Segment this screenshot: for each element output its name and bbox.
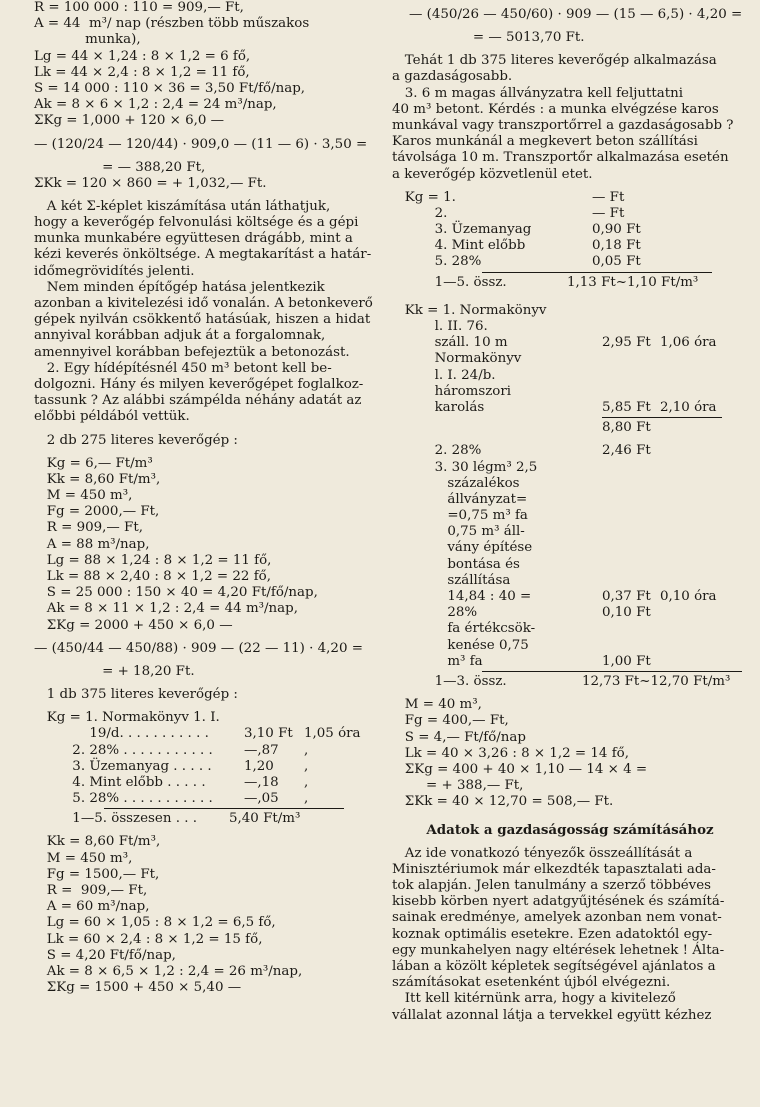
table-row — [392, 460, 748, 476]
row-label: 4. Mint előbb — [392, 238, 526, 254]
row-label: 4. Mint előbb . . . . . — [34, 774, 206, 790]
paragraph-line: a gazdaságosabb. — [392, 69, 513, 85]
spacer — [392, 46, 748, 53]
sum-rule — [482, 671, 742, 672]
formula-line: Kg = 6,— Ft/m³ — [34, 455, 153, 471]
paragraph-line: Karos munkánál a megkevert beton szállítási — [392, 134, 698, 150]
formula-line: = + 388,— Ft, — [392, 778, 524, 794]
row-value: 2,10 óra — [660, 399, 717, 415]
row-label: Kg = 1. Normakönyv 1. I. — [34, 710, 220, 726]
row-value: 2,46 Ft — [602, 443, 651, 459]
row-value: 0,90 Ft — [592, 222, 641, 238]
table-row — [392, 190, 748, 206]
row-value: 3,10 Ft — [244, 726, 293, 742]
row-label: 0,75 m³ áll- — [392, 524, 525, 540]
paragraph-line: egy munkahelyen nagy eltérések lehetnek ! Álta- — [392, 942, 725, 958]
row-value: 5,85 Ft — [602, 399, 651, 415]
paragraph-line: amennyivel korábban befejeztük a betonozást. — [34, 344, 350, 360]
sum-rule — [602, 417, 722, 418]
formula-line: M = 40 m³, — [392, 697, 482, 713]
formula-line: Lk = 40 × 3,26 : 8 × 1,2 = 14 fő, — [392, 745, 629, 761]
section-title: 2 db 275 literes keverőgép : — [34, 432, 238, 448]
row-label: Kg = 1. — [392, 189, 456, 205]
paragraph-line: sainak eredménye, amelyek azonban nem vonat- — [392, 910, 722, 926]
paragraph-line: lában a közölt képletek segítségével ajánlatos a — [392, 958, 716, 974]
formula-line: S = 4,20 Ft/fő/nap, — [34, 947, 176, 963]
total-row — [34, 811, 378, 827]
row-value: 0,37 Ft — [602, 589, 651, 604]
row-value: 1,06 óra — [660, 335, 717, 351]
table-row — [392, 206, 748, 222]
formula-line: ΣKk = 120 × 860 = + 1,032,— Ft. — [34, 175, 267, 191]
row-label: 28% — [392, 605, 478, 621]
row-label: 1—5. összesen . . . — [34, 811, 197, 827]
paragraph-line: munka munkabére együttesen drágább, mint a — [34, 231, 353, 247]
formula-line: Ak = 8 × 11 × 1,2 : 2,4 = 44 m³/nap, — [34, 601, 298, 617]
row-label: 2. 28% — [392, 443, 482, 459]
paragraph-line: munkával vagy transzportőrrel a gazdaságosabb ? — [392, 117, 734, 133]
paragraph-line: tassunk ? Az alábbi számpélda néhány adatát az — [34, 393, 362, 409]
row-label: Kk = 1. Normakönyv — [392, 302, 547, 318]
row-value: 0,10 Ft — [602, 605, 651, 621]
row-value: 1,20 — [244, 758, 274, 774]
formula-line: Lg = 60 × 1,05 : 8 × 1,2 = 6,5 fő, — [34, 915, 276, 931]
row-value: —,05 — [244, 791, 279, 807]
paragraph-line: vállalat azonnal látja a tervekkel együtt kézhez — [392, 1007, 712, 1023]
paragraph-line: azonban a kivitelezési idő vonalán. A betonkeverő — [34, 296, 373, 311]
row-value: 8,80 Ft — [602, 420, 651, 436]
table-row — [392, 605, 748, 621]
row-value: — Ft — [592, 205, 625, 221]
row-label: 2. 28% . . . . . . . . . . . — [34, 742, 213, 758]
row-label: 19/d. . . . . . . . . . . — [34, 726, 209, 742]
table-row — [392, 621, 748, 637]
formula-line: A = 44 m³/ nap (részben több műszakos — [34, 16, 310, 32]
table-row — [392, 443, 748, 459]
row-label: =0,75 m³ fa — [392, 508, 528, 524]
row-label: 14,84 : 40 = — [392, 589, 532, 604]
table-row — [392, 524, 748, 540]
spacer — [392, 436, 748, 443]
spacer — [34, 827, 378, 834]
row-label: száll. 10 m — [392, 335, 508, 351]
formula-line: Lg = 88 × 1,24 : 8 × 1,2 = 11 fő, — [34, 552, 272, 568]
formula-line: Kk = 8,60 Ft/m³, — [34, 834, 161, 850]
table-row — [392, 638, 748, 654]
row-value: 2,95 Ft — [602, 335, 651, 351]
table-row — [392, 508, 748, 524]
total-row — [392, 275, 748, 291]
paragraph-line: A két Σ-képlet kiszámítása után láthatjuk, — [34, 198, 331, 214]
table-row — [392, 589, 748, 605]
formula-line: Ak = 8 × 6 × 1,2 : 2,4 = 24 m³/nap, — [34, 97, 277, 113]
formula-line: A = 60 m³/nap, — [34, 899, 150, 915]
formula-line: Kk = 8,60 Ft/m³, — [34, 471, 161, 487]
paragraph-line: Tehát 1 db 375 literes keverőgép alkalmazása — [392, 53, 717, 69]
paragraph-line: hogy a keverőgép felvonulási költsége és a gépi — [34, 215, 359, 231]
table-row — [392, 254, 748, 270]
formula-line: M = 450 m³, — [34, 488, 133, 504]
row-value: 5,40 Ft/m³ — [229, 811, 301, 827]
formula-line: ΣKg = 2000 + 450 × 6,0 — — [34, 617, 233, 633]
spacer — [392, 839, 748, 846]
paragraph-line: kisebb körben nyert adatgyűjtésének és számítá- — [392, 894, 725, 910]
row-label: 5. 28% — [392, 254, 482, 270]
table-row — [392, 557, 748, 573]
table-row — [34, 710, 378, 726]
paragraph-line: annyival korábban adjuk át a forgalomnak, — [34, 328, 326, 344]
total-row — [392, 674, 748, 690]
row-value: —,87 — [244, 742, 279, 758]
row-label: Normakönyv — [392, 351, 522, 367]
row-value: 12,73 Ft~12,70 Ft/m³ — [582, 673, 731, 689]
formula-line: — (450/26 — 450/60) · 909 — (15 — 6,5) · 4,20 = — [392, 7, 743, 22]
table-row — [34, 791, 378, 807]
spacer — [392, 690, 748, 697]
row-value: 1—3. össz. — [392, 673, 507, 689]
table-row — [392, 654, 748, 670]
formula-line: R = 909,— Ft, — [34, 883, 148, 898]
table-row — [392, 303, 748, 319]
row-label: kenése 0,75 — [392, 637, 529, 653]
formula-line: = + 18,20 Ft. — [34, 663, 195, 679]
paragraph-line: Minisztériumok már elkezdték tapasztalati ada- — [392, 861, 716, 877]
table-row — [392, 476, 748, 492]
formula-line: A = 88 m³/nap, — [34, 536, 150, 552]
row-value: , — [304, 758, 309, 774]
formula-line: R = 909,— Ft, — [34, 520, 143, 536]
row-label: l. II. 76. — [392, 319, 488, 334]
paragraph-line: tok alapján. Jelen tanulmány a szerző többéves — [392, 878, 712, 893]
table-row — [392, 238, 748, 254]
table-row — [392, 384, 748, 400]
row-label: karolás — [392, 399, 485, 415]
row-label: bontása és — [392, 556, 520, 572]
formula-line: ΣKg = 1500 + 450 × 5,40 — — [34, 980, 242, 996]
section-title: 1 db 375 literes keverőgép : — [34, 686, 238, 702]
table-row — [34, 743, 378, 759]
table-row — [392, 540, 748, 556]
row-label: állványzat= — [392, 491, 528, 507]
spacer — [34, 680, 378, 687]
row-label: vány építése — [392, 540, 533, 556]
formula-line: Fg = 2000,— Ft, — [34, 504, 160, 520]
formula-line: M = 450 m³, — [34, 850, 133, 866]
table-row — [34, 759, 378, 775]
row-value: , — [304, 791, 309, 807]
row-label: 5. 28% . . . . . . . . . . . — [34, 791, 213, 807]
table-row — [392, 492, 748, 508]
formula-line: ΣKk = 40 × 12,70 = 508,— Ft. — [392, 794, 614, 810]
table-row — [392, 368, 748, 384]
table-row — [392, 222, 748, 238]
formula-line: Lk = 88 × 2,40 : 8 × 1,2 = 22 fő, — [34, 569, 271, 584]
table-row — [34, 775, 378, 791]
sum-rule — [482, 272, 712, 273]
spacer — [392, 291, 748, 303]
row-value: 1,13 Ft~1,10 Ft/m³ — [567, 274, 699, 290]
table-row — [34, 726, 378, 742]
table-row — [392, 573, 748, 589]
formula-line: = — 388,20 Ft, — [34, 159, 206, 175]
formula-line: Fg = 1500,— Ft, — [34, 866, 160, 882]
paragraph-line: Nem minden építőgép hatása jelentkezik — [34, 279, 325, 295]
paragraph-line: dolgozni. Hány és milyen keverőgépet foglalkoz- — [34, 376, 364, 392]
formula-line: Lg = 44 × 1,24 : 8 × 1,2 = 6 fő, — [34, 48, 251, 64]
paragraph-line: a keverőgép közvetlenül etet. — [392, 166, 593, 182]
row-label: 3. Üzemanyag . . . . . — [34, 758, 212, 774]
formula-line: Fg = 400,— Ft, — [392, 713, 509, 729]
formula-line: = — 5013,70 Ft. — [392, 30, 585, 45]
formula-line: S = 25 000 : 150 × 40 = 4,20 Ft/fő/nap, — [34, 585, 318, 601]
spacer — [34, 426, 378, 433]
table-row — [392, 319, 748, 335]
right-column — [392, 0, 748, 1024]
formula-line: Ak = 8 × 6,5 × 1,2 : 2,4 = 26 m³/nap, — [34, 963, 303, 979]
formula-line: — (120/24 — 120/44) · 909,0 — (11 — 6) · 3,50 = — [34, 136, 368, 152]
row-value: — Ft — [592, 189, 625, 205]
spacer — [392, 810, 748, 822]
row-label: 3. 30 légm³ 2,5 — [392, 459, 538, 475]
row-label: szállítása — [392, 572, 511, 588]
table-row — [392, 335, 748, 351]
formula-line: — (450/44 — 450/88) · 909 — (22 — 11) · 4,20 = — [34, 640, 363, 656]
row-label: m³ fa — [392, 653, 483, 669]
paragraph-line: Itt kell kitérnünk arra, hogy a kivitelező — [392, 991, 676, 1007]
paragraph-line: előbbi példából vettük. — [34, 409, 190, 425]
row-label: 3. Üzemanyag — [392, 222, 532, 238]
paragraph-line: számításokat esetenként újból elvégezni. — [392, 975, 671, 991]
sum-rule — [104, 808, 344, 809]
row-value: —,18 — [244, 774, 279, 790]
paragraph-line: kézi keverés önköltsége. A megtakarítást a határ- — [34, 247, 372, 263]
row-value: , — [304, 742, 309, 758]
formula-line: S = 4,— Ft/fő/nap — [392, 729, 526, 745]
row-value: 1,00 Ft — [602, 653, 651, 669]
row-label: háromszori — [392, 383, 512, 399]
paragraph-line: Az ide vonatkozó tényezők összeállítását a — [392, 845, 693, 861]
formula-line: munka), — [34, 32, 141, 48]
formula-line: Lk = 60 × 2,4 : 8 × 1,2 = 15 fő, — [34, 931, 263, 947]
spacer — [392, 183, 748, 190]
row-value: 0,10 óra — [660, 589, 717, 604]
formula-line: Lk = 44 × 2,4 : 8 × 1,2 = 11 fő, — [34, 64, 250, 80]
table-row — [392, 400, 748, 416]
row-label: fa értékcsök- — [392, 621, 536, 637]
paragraph-line: időmegrövidítés jelenti. — [34, 263, 195, 279]
spacer — [34, 449, 378, 456]
row-value: , — [304, 774, 309, 790]
paragraph-line: távolsága 10 m. Transzportőr alkalmazása esetén — [392, 150, 729, 166]
row-label: l. I. 24/b. — [392, 367, 496, 383]
paragraph-line: 2. Egy hídépítésnél 450 m³ betont kell be- — [34, 360, 332, 376]
formula-line: ΣKg = 400 + 40 × 1,10 — 14 × 4 = — [392, 761, 648, 777]
row-label: 2. — [392, 205, 448, 221]
spacer — [34, 192, 378, 199]
spacer — [34, 703, 378, 710]
formula-line: ΣKg = 1,000 + 120 × 6,0 — — [34, 113, 225, 129]
row-value: 1,05 óra — [304, 726, 361, 742]
row-value: 0,05 Ft — [592, 254, 641, 270]
section-heading: Adatok a gazdaságosság számításához — [426, 822, 714, 839]
paragraph-line: gépek nyilván csökkentő hatásúak, hiszen a hidat — [34, 312, 371, 328]
left-column — [34, 0, 378, 996]
paragraph-line: 40 m³ betont. Kérdés : a munka elvégzése karos — [392, 101, 719, 117]
row-value: 0,18 Ft — [592, 238, 641, 254]
row-value: 1—5. össz. — [392, 274, 507, 290]
subtotal-row — [392, 420, 748, 436]
paragraph-line: koznak optimális esetekre. Ezen adatoktól egy- — [392, 926, 713, 942]
row-label: százalékos — [392, 475, 520, 491]
formula-line: S = 14 000 : 110 × 36 = 3,50 Ft/fő/nap, — [34, 80, 306, 96]
table-row — [392, 351, 748, 367]
formula-line: R = 100 000 : 110 = 909,— Ft, — [34, 0, 244, 15]
paragraph-line: 3. 6 m magas állványzatra kell feljuttatni — [392, 85, 684, 101]
